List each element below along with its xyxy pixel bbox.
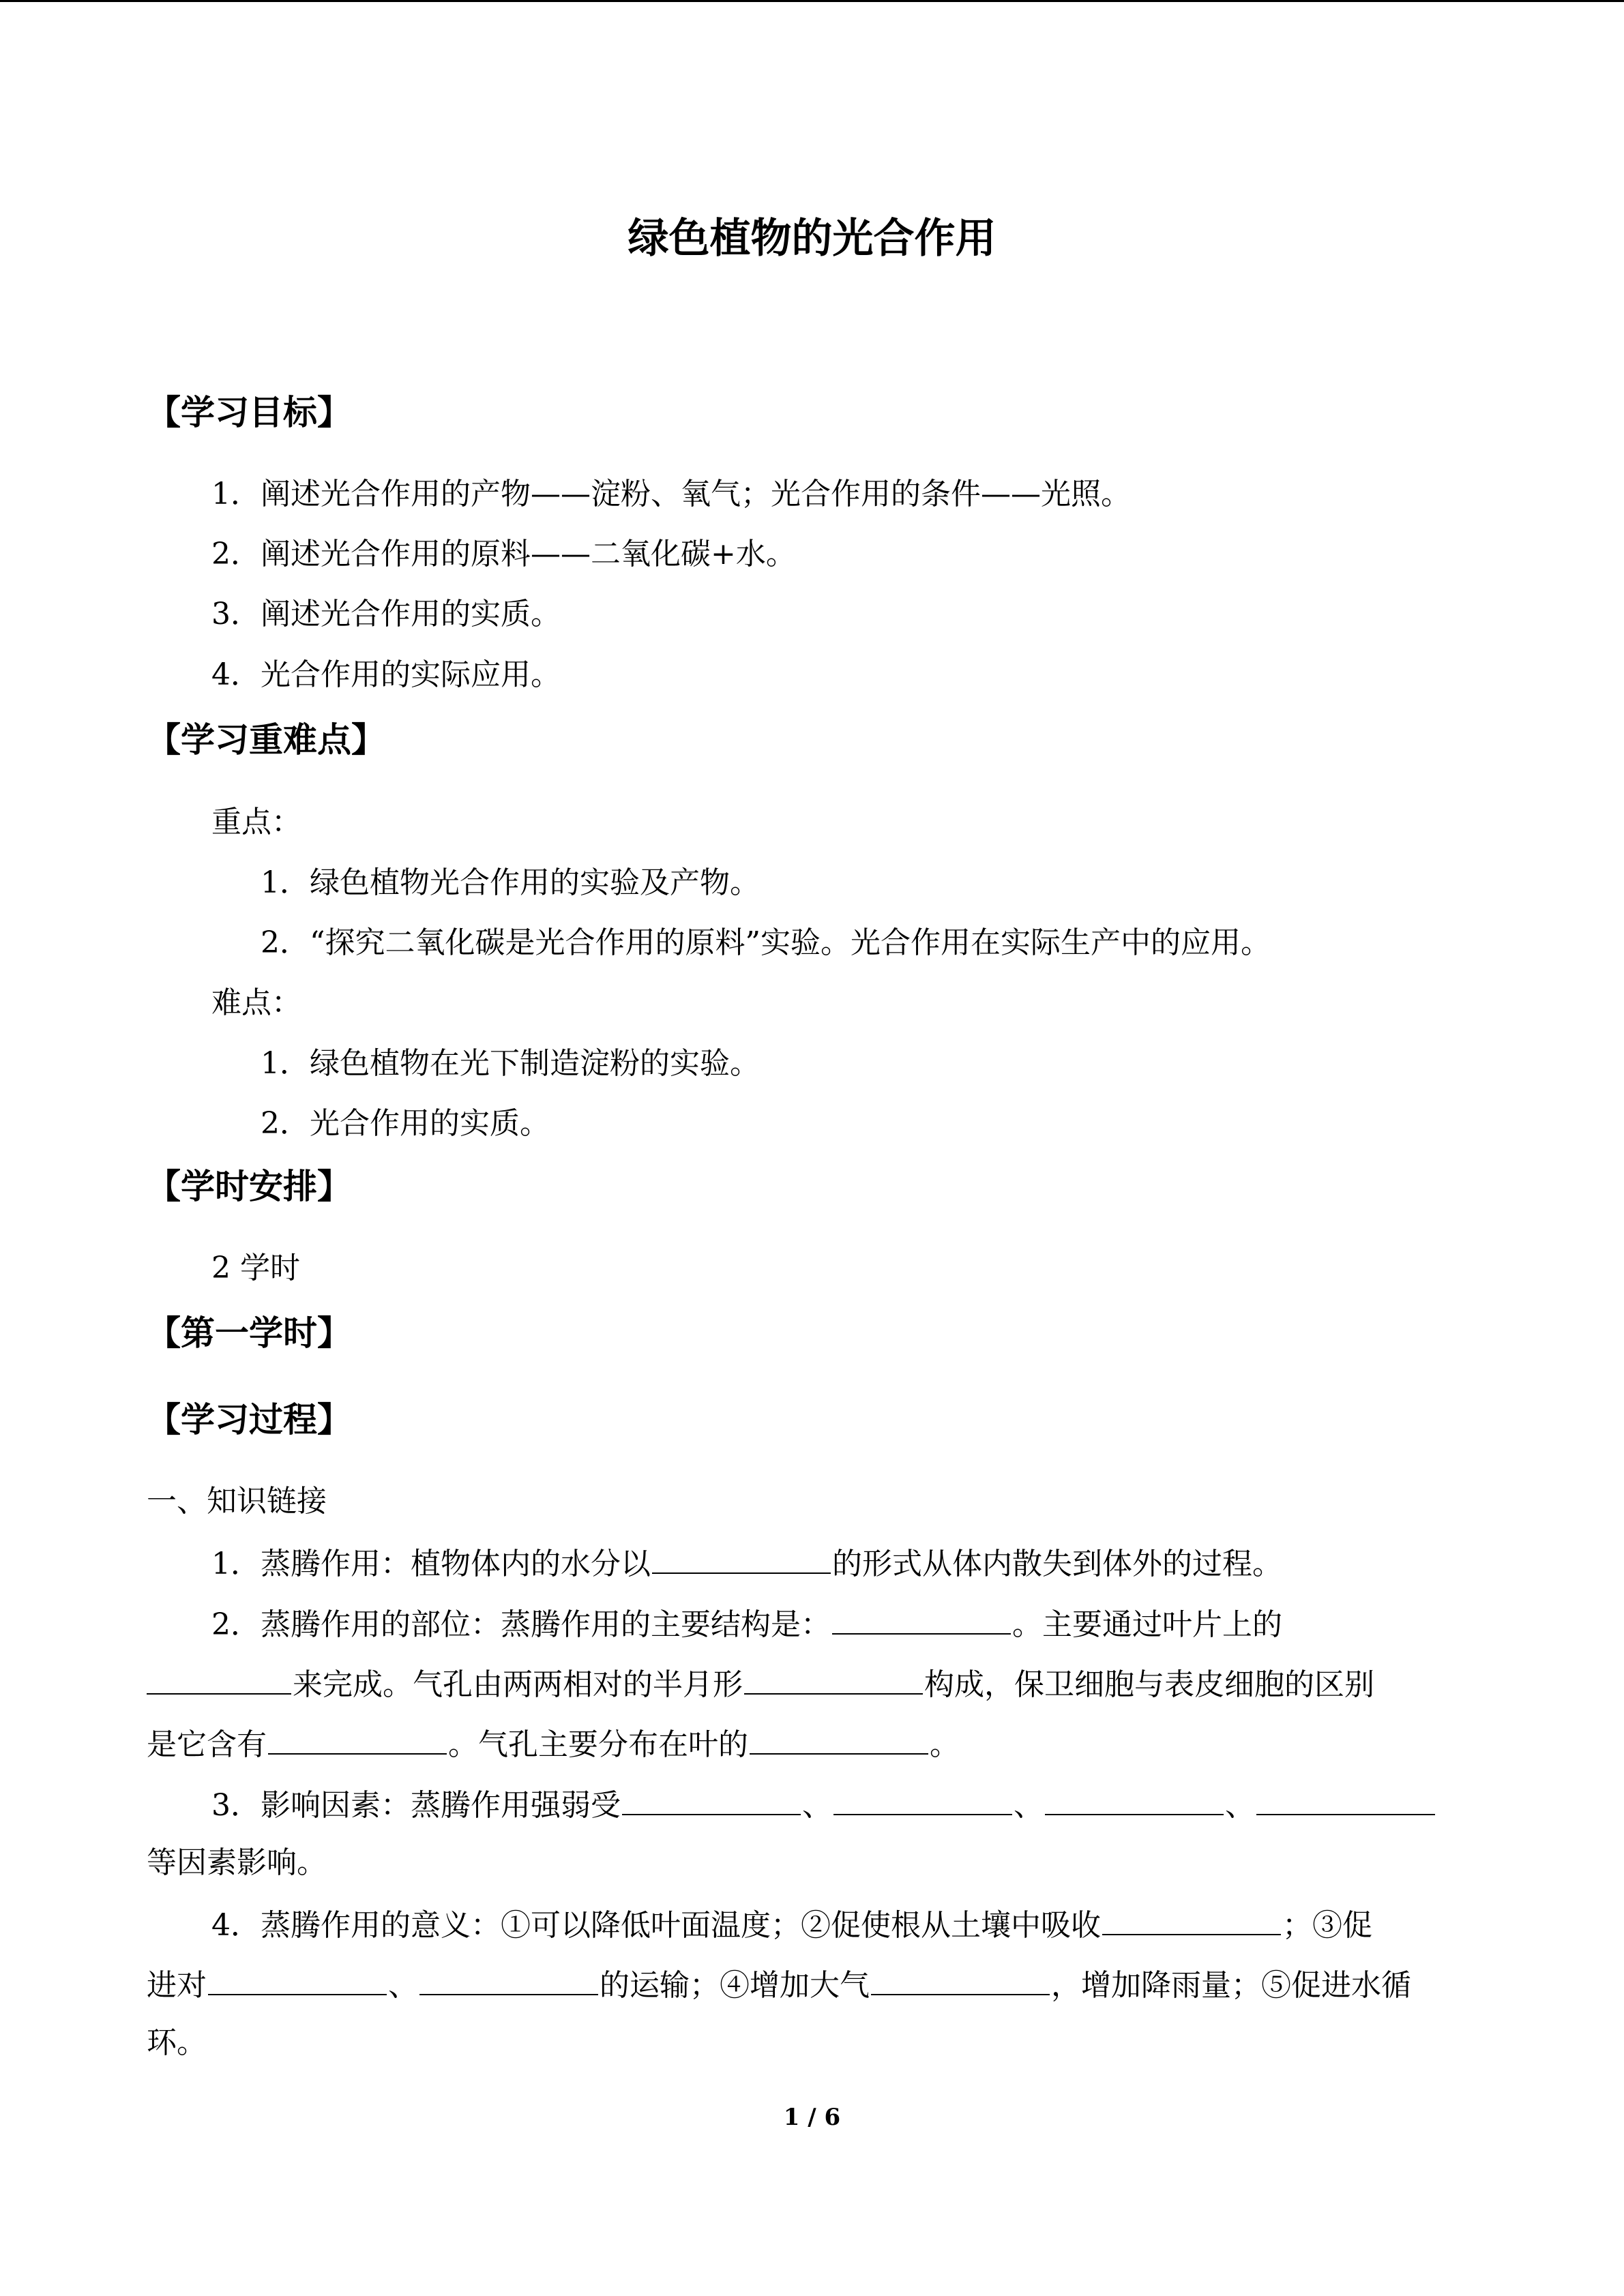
focus-item-2: 2．“探究二氧化碳是光合作用的原料”实验。光合作用在实际生产中的应用。: [261, 925, 1271, 960]
question-2-line-2: [147, 1662, 1374, 1705]
document-title: 绿色植物的光合作用: [628, 215, 996, 263]
separator: 、: [388, 1968, 418, 2003]
heading-key-points: 【学习重难点】: [147, 720, 385, 760]
heading-learning-process: 【学习过程】: [147, 1400, 351, 1440]
goal-item-3: 3．阐述光合作用的实质。: [211, 597, 561, 631]
question-text: 2．蒸腾作用的部位：蒸腾作用的主要结构是：: [211, 1607, 831, 1642]
separator: 、: [802, 1788, 832, 1823]
fill-blank[interactable]: [833, 1783, 1012, 1815]
question-text: 进对: [147, 1968, 207, 2003]
top-border: [0, 0, 1624, 2]
goal-item-1: 1．阐述光合作用的产物——淀粉、氧气；光合作用的条件——光照。: [211, 477, 1131, 511]
focus-label: 重点：: [211, 805, 301, 839]
question-text: ，增加降雨量；⑤促进水循: [1051, 1968, 1411, 2003]
goal-item-2: 2．阐述光合作用的原料——二氧化碳+水。: [211, 537, 796, 571]
question-4-line-1: [211, 1903, 1372, 1946]
fill-blank[interactable]: [1256, 1783, 1435, 1815]
fill-blank[interactable]: [268, 1722, 447, 1755]
question-text: 是它含有: [147, 1727, 267, 1762]
fill-blank[interactable]: [622, 1783, 801, 1815]
question-text: 来完成。气孔由两两相对的半月形: [293, 1667, 743, 1702]
question-3-line-2: 等因素影响。: [147, 1845, 327, 1880]
fill-blank[interactable]: [832, 1602, 1011, 1635]
question-text: 1．蒸腾作用：植物体内的水分以: [211, 1547, 651, 1581]
question-text: ；③促: [1282, 1908, 1372, 1943]
fill-blank[interactable]: [1102, 1903, 1281, 1935]
fill-blank[interactable]: [208, 1963, 387, 1995]
difficulty-item-1: 1．绿色植物在光下制造淀粉的实验。: [261, 1046, 760, 1081]
question-2-line-1: [211, 1602, 1282, 1645]
question-text: 的形式从体内散失到体外的过程。: [832, 1547, 1282, 1581]
difficulty-label: 难点：: [211, 985, 301, 1020]
fill-blank[interactable]: [147, 1662, 291, 1695]
fill-blank[interactable]: [744, 1662, 923, 1695]
question-3-line-1: [211, 1783, 1436, 1826]
question-text: 3．影响因素：蒸腾作用强弱受: [211, 1788, 621, 1823]
question-text: 4．蒸腾作用的意义：①可以降低叶面温度；②促使根从土壤中吸收: [211, 1908, 1101, 1943]
difficulty-item-2: 2．光合作用的实质。: [261, 1106, 550, 1141]
goal-item-4: 4．光合作用的实际应用。: [211, 657, 561, 692]
question-text: 。主要通过叶片上的: [1012, 1607, 1282, 1642]
question-text: 的运输；④增加大气: [600, 1968, 870, 2003]
heading-schedule: 【学时安排】: [147, 1167, 351, 1206]
question-text: 。: [930, 1727, 960, 1762]
fill-blank[interactable]: [419, 1963, 598, 1995]
question-4-line-2: [147, 1963, 1411, 2006]
separator: 、: [1225, 1788, 1255, 1823]
question-4-line-3: 环。: [147, 2025, 207, 2060]
knowledge-link-subheading: 一、知识链接: [147, 1484, 327, 1519]
question-1: [211, 1541, 1282, 1585]
question-2-line-3: [147, 1722, 960, 1765]
fill-blank[interactable]: [1045, 1783, 1224, 1815]
separator: 、: [1014, 1788, 1044, 1823]
heading-first-period: 【第一学时】: [147, 1313, 351, 1353]
question-text: 构成，保卫细胞与表皮细胞的区别: [924, 1667, 1374, 1702]
fill-blank[interactable]: [871, 1963, 1050, 1995]
question-text: 。气孔主要分布在叶的: [448, 1727, 748, 1762]
focus-item-1: 1．绿色植物光合作用的实验及产物。: [261, 865, 760, 900]
heading-learning-goals: 【学习目标】: [147, 393, 351, 432]
fill-blank[interactable]: [750, 1722, 928, 1755]
fill-blank[interactable]: [652, 1541, 831, 1574]
page-number: 1 / 6: [783, 2104, 841, 2131]
schedule-text: 2 学时: [211, 1251, 300, 1285]
